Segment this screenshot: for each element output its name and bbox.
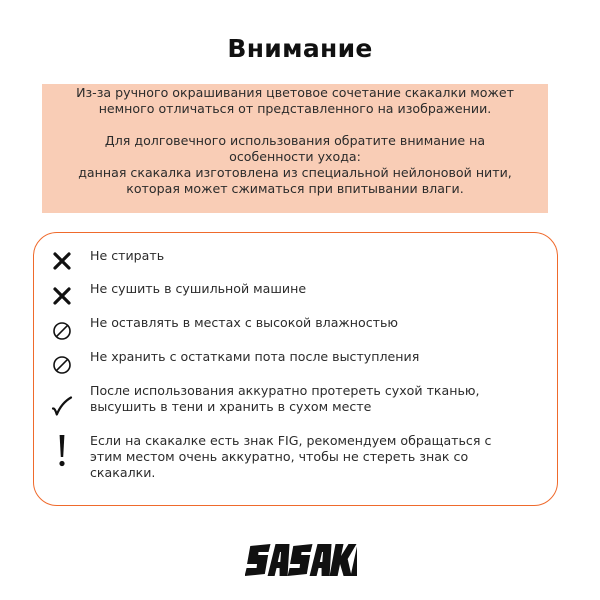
care-item-text: Не хранить с остатками пота после выступления (90, 349, 420, 364)
cross-icon (50, 284, 74, 308)
prohibited-icon (50, 319, 74, 343)
sasaki-logo (245, 540, 357, 580)
care-item-text: Не стирать (90, 248, 165, 263)
care-item-text: Не оставлять в местах с высокой влажностью (90, 315, 398, 330)
cross-icon (50, 249, 74, 273)
notice-paragraph-color: Из-за ручного окрашивания цветовое сочетание скакалки может немного отличаться от представленного на изображении. (76, 85, 514, 116)
checkmark-icon (50, 395, 74, 419)
exclamation-icon (50, 433, 74, 469)
care-item-text: Если на скакалке есть знак FIG, рекомендуем обращаться с этим местом очень аккуратно, чтобы не стереть знак со скакалки. (90, 433, 492, 480)
notice-box (42, 84, 548, 213)
care-item-text: После использования аккуратно протереть сухой тканью, высушить в тени и хранить в сухом месте (90, 383, 480, 414)
care-item-text: Не сушить в сушильной машине (90, 281, 307, 296)
care-instructions-box (33, 232, 558, 506)
notice-paragraph-care: Для долговечного использования обратите внимание на особенности ухода: данная скакалка изготовлена из специальной нейлоновой нити, которая может сжиматься при впитывании влаги. (78, 133, 512, 196)
prohibited-icon (50, 353, 74, 377)
page-title: Внимание (227, 34, 373, 63)
